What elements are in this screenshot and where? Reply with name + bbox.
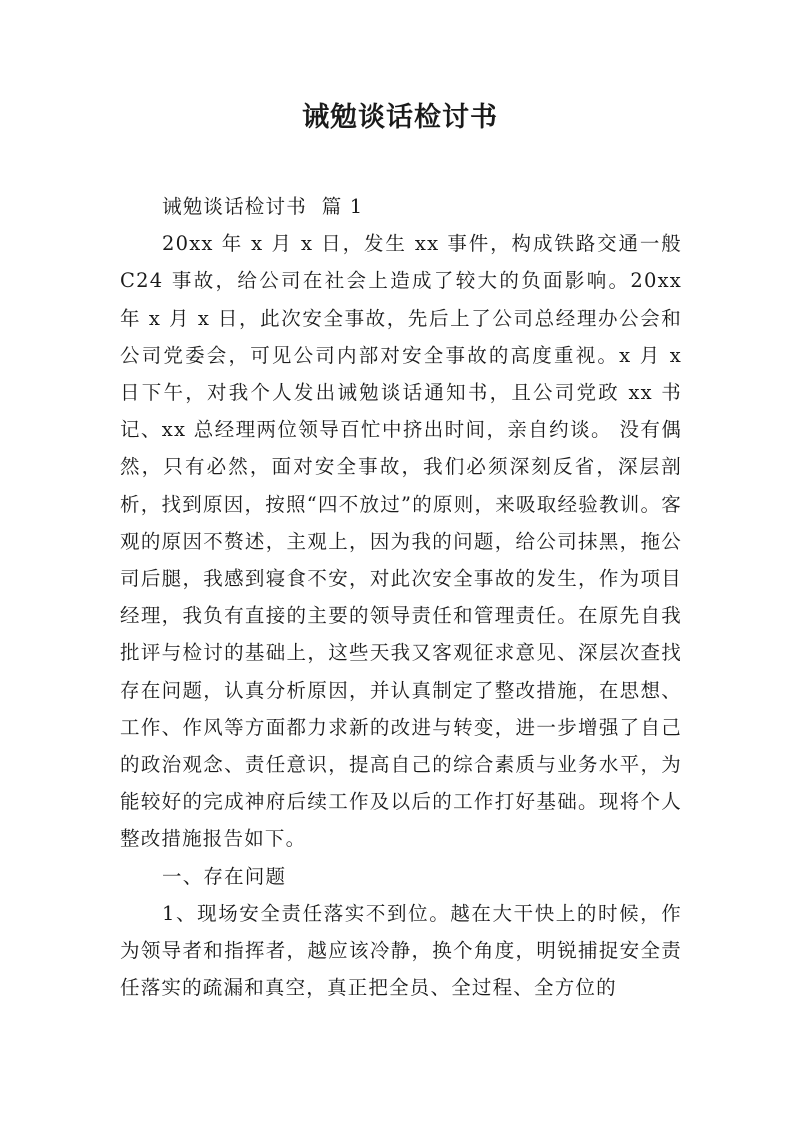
document-title: 诫勉谈话检讨书 [302,102,498,133]
document-subtitle: 诫勉谈话检讨书 篇 1 [162,195,364,218]
section-heading-existing-problems: 一、存在问题 [162,864,287,888]
document-body [120,188,682,1006]
paragraph-incident-summary: 20xx 年 x 月 x 日，发生 xx 事件，构成铁路交通一般 C24 事故，给公司在社会上造成了较大的负面影响。20xx 年 x 月 x 日，此次安全事故，先后上了公司总经理办公会和公司党委会，可见公司内部对安全事故的高度重视。x 月 x 日下午，对我个人发出诫勉谈话通知书，且公司党政 xx 书记、xx 总经理两位领导百忙中挤出时间，亲自约谈。 没有偶然，只有必然，面对安全事故，我们必须深刻反省，深层剖析，找到原因，按照“四不放过”的原则，来吸取经验教训。客观的原因不赘述，主观上，因为我的问题，给公司抹黑，拖公司后腿，我感到寝食不安，对此次安全事故的发生，作为项目经理，我负有直接的主要的领导责任和管理责任。在原先自我批评与检讨的基础上，这些天我又客观征求意见、深层次查找存在问题，认真分析原因，并认真制定了整改措施，在思想、工作、作风等方面都力求新的改进与转变，进一步增强了自己的政治观念、责任意识，提高自己的综合素质与业务水平，为能较好的完成神府后续工作及以后的工作打好基础。现将个人整改措施报告如下。 [120,232,682,851]
paragraph-problem-1: 1、现场安全责任落实不到位。越在大干快上的时候，作为领导者和指挥者，越应该冷静，换个角度，明锐捕捉安全责任落实的疏漏和真空，真正把全员、全过程、全方位的 [120,901,682,1000]
